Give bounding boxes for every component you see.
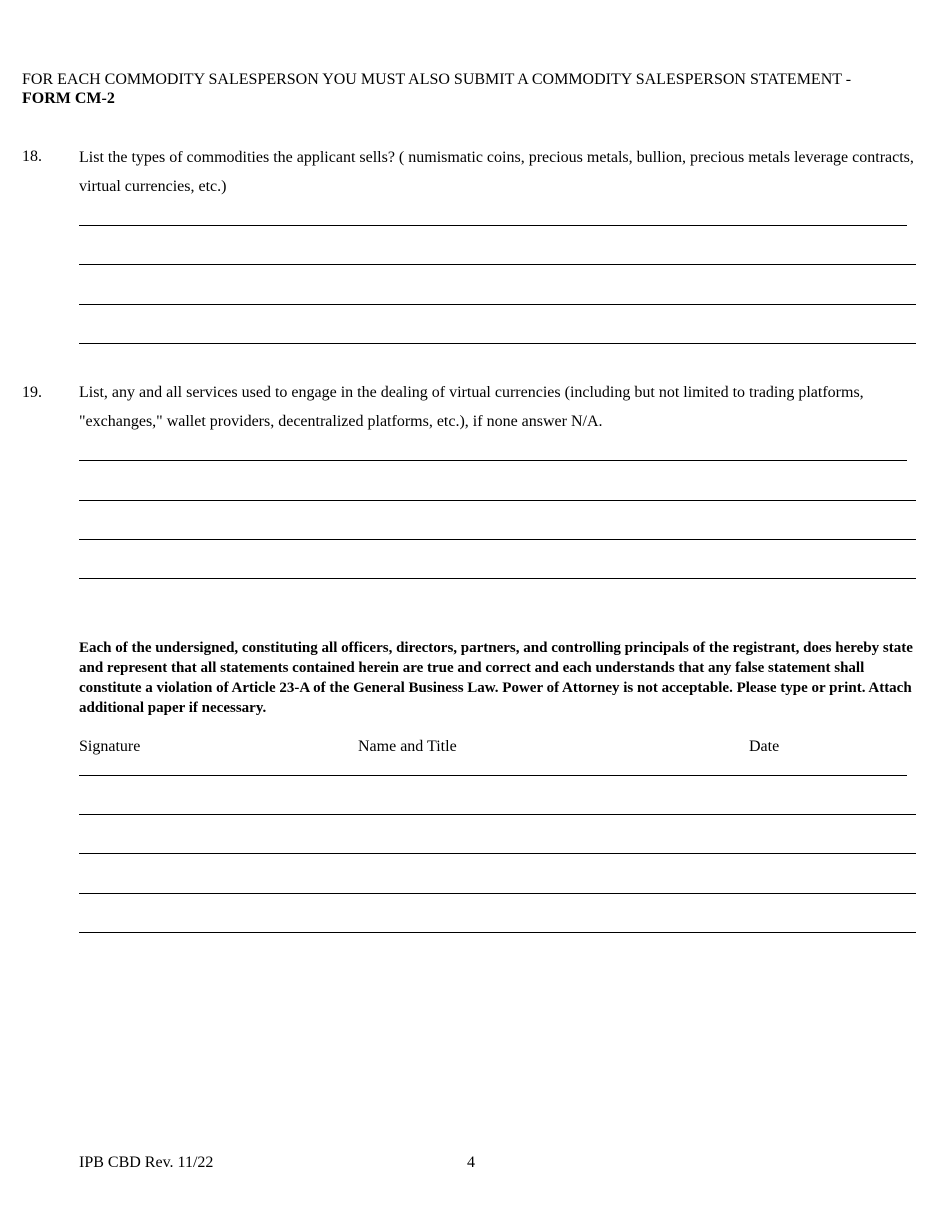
answer-line[interactable] [79,264,916,265]
question-text: List the types of commodities the applicant sells? ( numismatic coins, precious metals, bullion, precious metals leverage contracts, virtual currencies, etc.) [79,149,914,195]
notice-line-2: FORM CM-2 [22,90,115,107]
answer-line[interactable] [79,539,916,540]
page-number: 4 [467,1154,475,1171]
signature-line[interactable] [79,932,916,933]
attestation-statement: Each of the undersigned, constituting all officers, directors, partners, and controlling principals of the registrant, does hereby state and represent that all statements contained herein are true and correct and each understands that any false statement shall constitute a violation of Article 23-A of the General Business Law. Power of Attorney is not acceptable. Please type or print. Attach additional paper if necessary. [79,640,913,716]
name-title-column-label: Name and Title [358,738,457,755]
answer-line[interactable] [79,460,907,461]
notice-line-1: FOR EACH COMMODITY SALESPERSON YOU MUST ALSO SUBMIT A COMMODITY SALESPERSON STATEMENT - [22,71,852,88]
question-text: List, any and all services used to engage in the dealing of virtual currencies (including but not limited to trading platforms, "exchanges," wallet providers, decentralized platforms, etc.), if none answer N/A. [79,384,864,430]
date-column-label: Date [749,738,780,755]
answer-line[interactable] [79,578,916,579]
signature-line[interactable] [79,893,916,894]
question-number: 19. [22,384,42,401]
signature-line[interactable] [79,775,907,776]
signature-line[interactable] [79,814,916,815]
form-revision: IPB CBD Rev. 11/22 [79,1154,214,1171]
answer-line[interactable] [79,304,916,305]
signature-line[interactable] [79,853,916,854]
signature-column-label: Signature [79,738,141,755]
answer-line[interactable] [79,500,916,501]
answer-line[interactable] [79,343,916,344]
answer-line[interactable] [79,225,907,226]
question-number: 18. [22,148,42,165]
